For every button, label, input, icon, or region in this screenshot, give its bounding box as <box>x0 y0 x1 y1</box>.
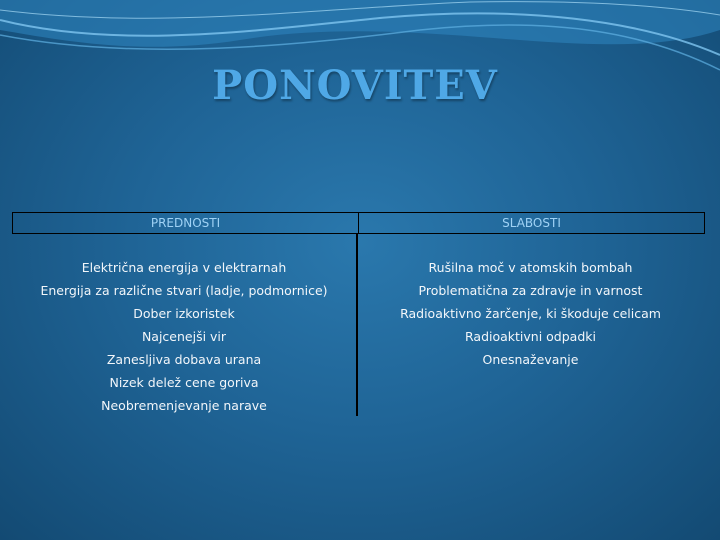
header-slabosti: SLABOSTI <box>502 216 561 230</box>
slabost-item: Onesnaževanje <box>482 352 579 367</box>
header-prednosti: PREDNOSTI <box>13 213 359 233</box>
prednost-item: Dober izkoristek <box>133 306 235 321</box>
slabost-item: Radioaktivno žarčenje, ki škoduje celicam <box>400 306 661 321</box>
comparison-table <box>12 212 705 416</box>
prednosti-column <box>12 234 358 416</box>
prednost-item: Nizek delež cene goriva <box>109 375 259 390</box>
slide-title: PONOVITEV <box>212 62 498 109</box>
prednost-item: Energija za različne stvari (ladje, podmornice) <box>40 283 328 298</box>
prednost-item: Najcenejši vir <box>141 329 227 344</box>
prednost-item: Električna energija v elektrarnah <box>81 260 287 275</box>
slabost-item: Radioaktivni odpadki <box>465 329 596 344</box>
slabost-item: Rušilna moč v atomskih bombah <box>428 260 633 275</box>
prednost-item: Neobremenjevanje narave <box>101 398 267 413</box>
slabosti-column <box>358 234 703 416</box>
table-body-row <box>12 234 705 416</box>
slabost-item: Problematična za zdravje in varnost <box>418 283 643 298</box>
table-header-row <box>12 212 705 234</box>
prednost-item: Zanesljiva dobava urana <box>106 352 262 367</box>
